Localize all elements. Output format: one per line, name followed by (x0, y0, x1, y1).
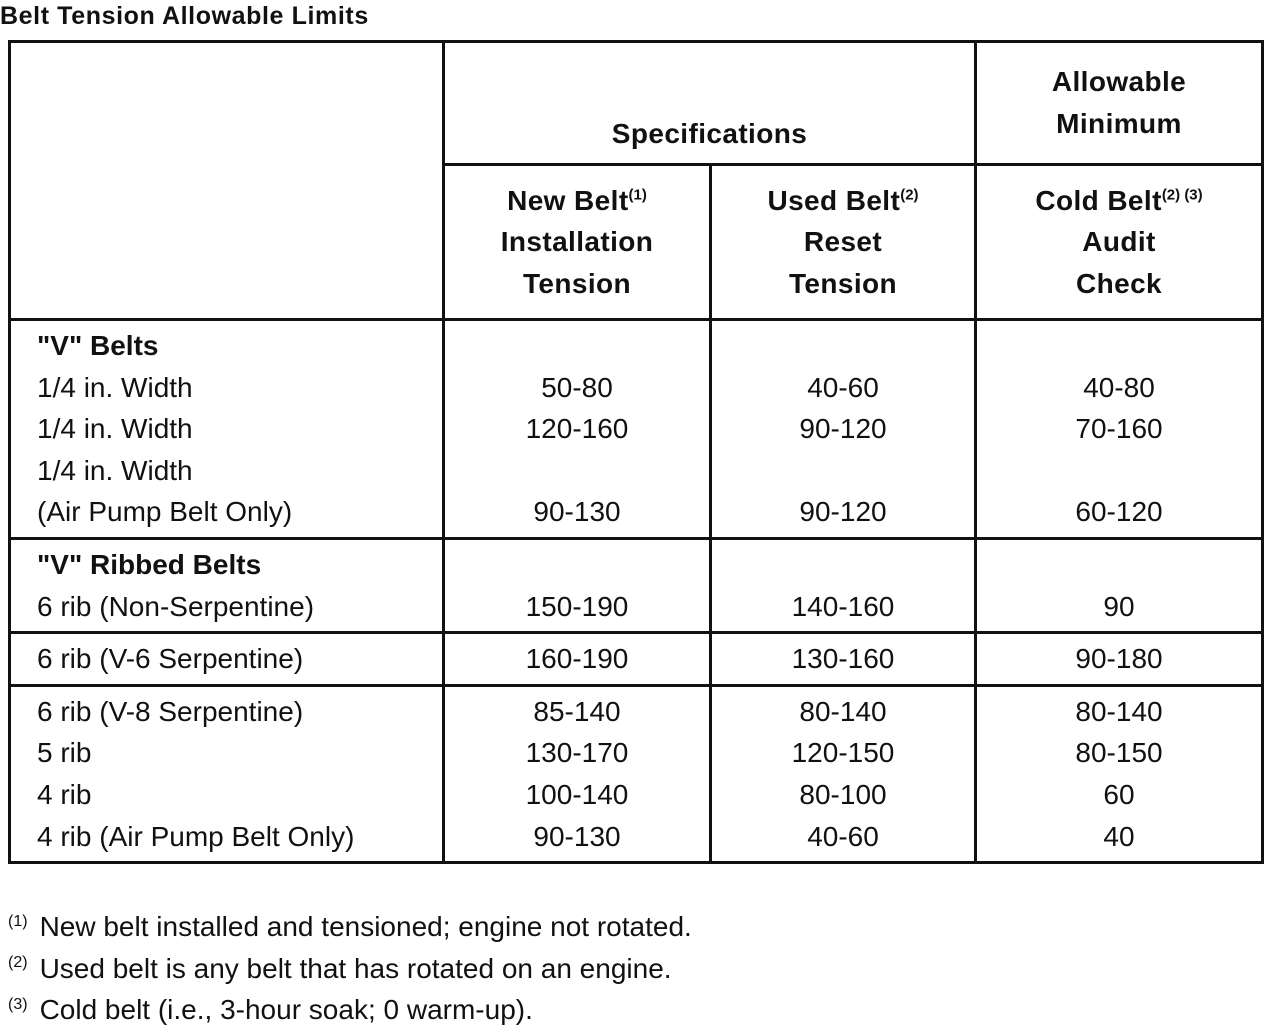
cold-belt-value: 60-120 (1075, 496, 1163, 528)
cold-belt-value: 90 (1103, 590, 1135, 622)
footnote-mark: (1) (8, 912, 28, 930)
row-label: 4 rib (37, 778, 92, 810)
value-spacer (712, 544, 974, 586)
footnotes (8, 906, 692, 1031)
used-belt-value: 40-60 (807, 371, 879, 403)
cold-belt-value: 90-180 (1075, 643, 1163, 675)
v6-serpentine-labels (10, 633, 444, 686)
used-belt-value: 90-120 (799, 413, 887, 445)
footnote-2 (8, 948, 692, 990)
cold-belt-header-line-1 (977, 180, 1261, 222)
v8-serpentine-labels (10, 685, 444, 862)
v-belts-used-values (711, 320, 976, 539)
new-belt-value: 120-160 (525, 413, 629, 445)
v8-used-values (711, 685, 976, 862)
v-ribbed-used-values (711, 538, 976, 632)
value-spacer (977, 450, 1261, 492)
cold-belt-value: 60 (1103, 778, 1135, 810)
v6-serpentine-band (10, 633, 1263, 686)
new-belt-value: 150-190 (525, 590, 629, 622)
footnote-mark: (2) (8, 954, 28, 972)
audit-label: Audit (1082, 226, 1156, 258)
new-belt-value: 50-80 (541, 371, 613, 403)
v-ribbed-belts-labels (10, 538, 444, 632)
v8-new-values (444, 685, 711, 862)
cold-belt-header (976, 165, 1263, 320)
group-label-v-belts: "V" Belts (37, 330, 159, 361)
specifications-header (444, 42, 976, 165)
allowable-minimum-header (976, 42, 1263, 165)
new-belt-value: 160-190 (525, 643, 629, 675)
cold-belt-value: 40 (1103, 820, 1135, 852)
footnote-mark: (3) (8, 995, 28, 1013)
cold-belt-value: 70-160 (1075, 413, 1163, 445)
v6-new-values (444, 633, 711, 686)
cold-belt-value: 40-80 (1083, 371, 1155, 403)
used-belt-value: 80-140 (799, 695, 887, 727)
new-belt-label: New Belt (507, 184, 629, 216)
check-label: Check (1075, 267, 1163, 299)
reset-tension-label: Tension (788, 267, 898, 299)
header-row-top (10, 42, 1263, 165)
v8-cold-values (976, 685, 1263, 862)
value-spacer (712, 450, 974, 492)
document-title: Belt Tension Allowable Limits (0, 2, 369, 30)
new-belt-value: 85-140 (533, 695, 621, 727)
used-belt-value: 40-60 (807, 820, 879, 852)
value-spacer (712, 325, 974, 367)
cold-belt-value: 80-140 (1075, 695, 1163, 727)
new-belt-footnote-ref: (1) (628, 186, 647, 204)
installation-tension-label: Tension (522, 267, 632, 299)
reset-label: Reset (803, 226, 883, 258)
v-belts-labels (10, 320, 444, 539)
new-belt-value: 130-170 (525, 737, 629, 769)
new-belt-value: 100-140 (525, 778, 629, 810)
used-belt-value: 90-120 (799, 496, 887, 528)
footnote-text: Used belt is any belt that has rotated on an engine. (39, 952, 672, 984)
row-label: 1/4 in. Width (37, 454, 193, 486)
used-belt-value: 80-100 (799, 778, 887, 810)
row-label: 6 rib (V-6 Serpentine) (37, 643, 304, 675)
new-belt-header (444, 165, 711, 320)
value-spacer (445, 544, 709, 586)
allowable-label: Allowable (1051, 66, 1187, 98)
row-label: 1/4 in. Width (37, 413, 193, 445)
installation-label: Installation (500, 226, 654, 258)
v-belts-band (10, 320, 1263, 539)
used-belt-value: 130-160 (791, 643, 895, 675)
row-label: 5 rib (37, 737, 92, 769)
v8-serpentine-band (10, 685, 1263, 862)
v-belts-cold-values (976, 320, 1263, 539)
row-label: 1/4 in. Width (37, 371, 193, 403)
v-belts-new-values (444, 320, 711, 539)
cold-belt-value: 80-150 (1075, 737, 1163, 769)
used-belt-value: 140-160 (791, 590, 895, 622)
row-label: 6 rib (Non-Serpentine) (37, 590, 315, 622)
used-belt-header (711, 165, 976, 320)
new-belt-header-line-1 (445, 180, 709, 222)
v-ribbed-cold-values (976, 538, 1263, 632)
value-spacer (445, 450, 709, 492)
value-spacer (445, 325, 709, 367)
used-belt-value: 120-150 (791, 737, 895, 769)
specifications-label: Specifications (611, 118, 808, 150)
footnote-text: Cold belt (i.e., 3-hour soak; 0 warm-up). (39, 994, 533, 1025)
value-spacer (977, 325, 1261, 367)
header-blank-cell (10, 42, 444, 320)
row-label: 6 rib (V-8 Serpentine) (37, 695, 304, 727)
cold-belt-footnote-ref: (2) (3) (1161, 186, 1203, 204)
new-belt-value: 90-130 (533, 820, 621, 852)
v-ribbed-new-values (444, 538, 711, 632)
row-label: (Air Pump Belt Only) (37, 496, 293, 528)
row-label: 4 rib (Air Pump Belt Only) (37, 820, 355, 852)
new-belt-value: 90-130 (533, 496, 621, 528)
belt-tension-table (8, 40, 1264, 864)
value-spacer (977, 544, 1261, 586)
footnote-text: New belt installed and tensioned; engine not rotated. (39, 911, 692, 942)
footnote-3 (8, 989, 692, 1031)
minimum-label: Minimum (1056, 108, 1182, 139)
group-label-v-ribbed-belts: "V" Ribbed Belts (37, 548, 262, 580)
used-belt-header-line-1 (712, 180, 974, 222)
v6-used-values (711, 633, 976, 686)
v-ribbed-belts-band (10, 538, 1263, 632)
used-belt-footnote-ref: (2) (900, 186, 919, 204)
v6-cold-values (976, 633, 1263, 686)
footnote-1 (8, 906, 692, 948)
cold-belt-label: Cold Belt (1035, 184, 1162, 216)
used-belt-label: Used Belt (767, 184, 901, 216)
